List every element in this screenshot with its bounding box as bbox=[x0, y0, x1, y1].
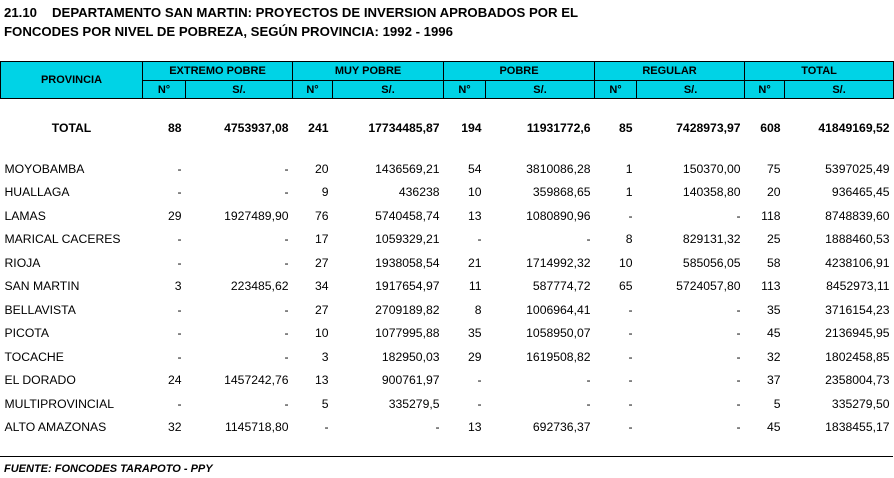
table-cell: 24 bbox=[167, 373, 182, 388]
table-cell: 4238106,91 bbox=[825, 255, 890, 270]
subheader-n: N° bbox=[293, 81, 333, 99]
province-name: HUALLAGA bbox=[4, 185, 70, 200]
table-cell: 8452973,11 bbox=[826, 279, 890, 294]
table-cell: 1145718,80 bbox=[225, 420, 289, 435]
subheader-s: S/. bbox=[637, 81, 745, 99]
table-cell: - bbox=[284, 255, 289, 270]
table-cell: - bbox=[177, 349, 182, 364]
table-cell: - bbox=[477, 396, 482, 411]
total-cell: 85 bbox=[618, 121, 633, 135]
table-cell: 29 bbox=[467, 349, 482, 364]
header-pobre: POBRE bbox=[444, 62, 595, 81]
table-cell: - bbox=[736, 326, 741, 341]
province-name: PICOTA bbox=[4, 326, 49, 341]
table-cell: 75 bbox=[766, 161, 781, 176]
table-cell: 13 bbox=[467, 420, 482, 435]
table-cell: 1917654,97 bbox=[375, 279, 440, 294]
table-cell: 1077995,88 bbox=[375, 326, 440, 341]
table-cell: 65 bbox=[618, 279, 633, 294]
table-cell: 54 bbox=[467, 161, 482, 176]
table-cell: 359868,65 bbox=[532, 185, 591, 200]
table-cell: 76 bbox=[314, 208, 329, 223]
header-total: TOTAL bbox=[745, 62, 894, 81]
province-name: EL DORADO bbox=[4, 373, 76, 388]
poverty-projects-table bbox=[0, 61, 894, 439]
subheader-s: S/. bbox=[186, 81, 293, 99]
table-cell: 8 bbox=[625, 232, 633, 247]
table-cell: 1714992,32 bbox=[526, 255, 591, 270]
total-cell: 194 bbox=[461, 121, 482, 135]
province-name: MOYOBAMBA bbox=[4, 161, 85, 176]
table-cell: 335279,5 bbox=[388, 396, 440, 411]
total-cell: 88 bbox=[167, 121, 182, 135]
table-cell: 13 bbox=[467, 208, 482, 223]
table-cell: 182950,03 bbox=[381, 349, 440, 364]
table-cell: 1802458,85 bbox=[825, 349, 890, 364]
table-cell: 1 bbox=[625, 161, 633, 176]
table-row bbox=[1, 251, 894, 275]
table-cell: 1006964,41 bbox=[526, 302, 591, 317]
table-cell: - bbox=[736, 302, 741, 317]
table-cell: 118 bbox=[761, 208, 781, 223]
table-header bbox=[1, 62, 894, 99]
subheader-n: N° bbox=[143, 81, 186, 99]
table-cell: 3810086,28 bbox=[526, 161, 591, 176]
table-cell: 1 bbox=[625, 185, 633, 200]
table-cell: - bbox=[284, 232, 289, 247]
table-cell: 20 bbox=[766, 185, 781, 200]
table-cell: - bbox=[284, 161, 289, 176]
table-row bbox=[1, 228, 894, 252]
subheader-n: N° bbox=[595, 81, 637, 99]
total-cell: 17734485,87 bbox=[368, 121, 440, 135]
table-cell: 20 bbox=[314, 161, 329, 176]
table-cell: 13 bbox=[314, 373, 329, 388]
table-cell: 1927489,90 bbox=[224, 208, 289, 223]
title-line-1 bbox=[4, 3, 578, 22]
table-cell: 34 bbox=[314, 279, 329, 294]
table-cell: 1436569,21 bbox=[375, 161, 440, 176]
table-cell: 436238 bbox=[398, 185, 440, 200]
header-muy-pobre: MUY POBRE bbox=[293, 62, 444, 81]
table-cell: 585056,05 bbox=[682, 255, 741, 270]
table-cell: 32 bbox=[766, 349, 781, 364]
table-cell: 1059329,21 bbox=[375, 232, 440, 247]
table-cell: - bbox=[736, 420, 741, 435]
table-cell: - bbox=[177, 232, 182, 247]
table-cell: 587774,72 bbox=[532, 279, 591, 294]
table-cell: 1058950,07 bbox=[526, 326, 591, 341]
table-cell: 1938058,54 bbox=[375, 255, 440, 270]
province-name: RIOJA bbox=[4, 255, 41, 270]
table-cell: - bbox=[736, 396, 741, 411]
subheader-s: S/. bbox=[486, 81, 595, 99]
table-cell: 5 bbox=[773, 396, 781, 411]
table-cell: - bbox=[177, 161, 182, 176]
table-cell: - bbox=[177, 302, 182, 317]
table-cell: 29 bbox=[167, 208, 182, 223]
header-regular: REGULAR bbox=[595, 62, 745, 81]
total-row bbox=[1, 109, 894, 147]
table-cell: - bbox=[477, 373, 482, 388]
subheader-s: S/. bbox=[333, 81, 444, 99]
table-cell: 3716154,23 bbox=[825, 302, 890, 317]
table-cell: - bbox=[284, 185, 289, 200]
table-cell: - bbox=[736, 208, 741, 223]
total-cell: 4753937,08 bbox=[224, 121, 289, 135]
province-name: BELLAVISTA bbox=[4, 302, 76, 317]
table-cell: 21 bbox=[467, 255, 482, 270]
table-row bbox=[1, 181, 894, 205]
table-cell: - bbox=[586, 373, 591, 388]
table-cell: 35 bbox=[467, 326, 482, 341]
table-cell: 140358,80 bbox=[682, 185, 741, 200]
table-cell: - bbox=[177, 185, 182, 200]
table-cell: 35 bbox=[766, 302, 781, 317]
table-cell: 5 bbox=[321, 396, 329, 411]
table-cell: 2709189,82 bbox=[375, 302, 440, 317]
table-cell: 1457242,76 bbox=[224, 373, 289, 388]
table-cell: - bbox=[586, 232, 591, 247]
table-cell: 2136945,95 bbox=[825, 326, 890, 341]
table-cell: 1619508,82 bbox=[526, 349, 591, 364]
table-cell: 150370,00 bbox=[682, 161, 741, 176]
table-cell: 5397025,49 bbox=[825, 161, 890, 176]
subheader-s: S/. bbox=[785, 81, 894, 99]
table-row bbox=[1, 275, 894, 299]
table-cell: 45 bbox=[766, 326, 781, 341]
table-cell: - bbox=[628, 396, 633, 411]
total-label: TOTAL bbox=[51, 121, 92, 135]
subheader-n: N° bbox=[745, 81, 785, 99]
footer-divider bbox=[0, 456, 893, 457]
table-cell: - bbox=[177, 255, 182, 270]
table-cell: - bbox=[586, 396, 591, 411]
total-cell: 241 bbox=[308, 121, 329, 135]
table-cell: 936465,45 bbox=[831, 185, 890, 200]
table-row bbox=[1, 322, 894, 346]
table-cell: 1838455,17 bbox=[825, 420, 890, 435]
source-note: FUENTE: FONCODES TARAPOTO - PPY bbox=[4, 463, 213, 475]
table-cell: - bbox=[628, 302, 633, 317]
table-cell: - bbox=[177, 396, 182, 411]
province-name: MULTIPROVINCIAL bbox=[4, 396, 114, 411]
table-cell: - bbox=[628, 373, 633, 388]
header-provincia: PROVINCIA bbox=[1, 62, 143, 99]
province-name: ALTO AMAZONAS bbox=[4, 420, 107, 435]
table-cell: 8748839,60 bbox=[825, 208, 890, 223]
table-cell: 3 bbox=[321, 349, 329, 364]
table-cell: 1888460,53 bbox=[825, 232, 890, 247]
table-row bbox=[1, 204, 894, 228]
table-cell: 27 bbox=[314, 302, 329, 317]
province-name: LAMAS bbox=[4, 208, 46, 223]
table-cell: 25 bbox=[766, 232, 781, 247]
table-cell: 17 bbox=[314, 232, 329, 247]
table-row bbox=[1, 157, 894, 181]
table-cell: - bbox=[628, 420, 633, 435]
table-cell: 27 bbox=[314, 255, 329, 270]
table-row bbox=[1, 416, 894, 440]
table-cell: 3 bbox=[174, 279, 182, 294]
table-cell: 8 bbox=[474, 302, 482, 317]
title-line-2: FONCODES POR NIVEL DE POBREZA, SEGÚN PROVINCIA: 1992 - 1996 bbox=[4, 24, 453, 39]
table-cell: 9 bbox=[321, 185, 329, 200]
table-cell: - bbox=[284, 302, 289, 317]
table-cell: 32 bbox=[167, 420, 182, 435]
table-row bbox=[1, 392, 894, 416]
table-row bbox=[1, 345, 894, 369]
table-cell: - bbox=[284, 326, 289, 341]
header-extremo-pobre: EXTREMO POBRE bbox=[143, 62, 293, 81]
table-cell: 37 bbox=[766, 373, 781, 388]
table-cell: - bbox=[736, 373, 741, 388]
province-name: SAN MARTIN bbox=[4, 279, 80, 294]
title-text-1: DEPARTAMENTO SAN MARTIN: PROYECTOS DE INVERSION APROBADOS POR EL bbox=[52, 5, 579, 20]
table-cell: 223485,62 bbox=[230, 279, 289, 294]
table-cell: - bbox=[177, 326, 182, 341]
total-cell: 608 bbox=[760, 121, 781, 135]
table-cell: - bbox=[736, 349, 741, 364]
table-cell: 10 bbox=[467, 185, 482, 200]
table-cell: 113 bbox=[761, 279, 781, 294]
province-name: MARICAL CACERES bbox=[4, 232, 121, 247]
table-cell: 58 bbox=[766, 255, 781, 270]
table-cell: 10 bbox=[314, 326, 329, 341]
table-number: 21.10 bbox=[4, 5, 38, 20]
table-cell: - bbox=[435, 420, 440, 435]
table-cell: 900761,97 bbox=[381, 373, 440, 388]
table-title bbox=[4, 3, 578, 41]
table-cell: 5724057,80 bbox=[676, 279, 741, 294]
table-cell: - bbox=[628, 208, 633, 223]
total-cell: 41849169,52 bbox=[818, 121, 890, 135]
province-name: TOCACHE bbox=[4, 349, 64, 364]
table-cell: - bbox=[477, 232, 482, 247]
table-cell: - bbox=[284, 349, 289, 364]
table-cell: - bbox=[628, 349, 633, 364]
table-row bbox=[1, 298, 894, 322]
subheader-n: N° bbox=[444, 81, 486, 99]
table-cell: 1080890,96 bbox=[526, 208, 591, 223]
table-cell: 2358004,73 bbox=[825, 373, 890, 388]
table-cell: - bbox=[284, 396, 289, 411]
table-cell: - bbox=[324, 420, 329, 435]
table-cell: - bbox=[628, 326, 633, 341]
table-cell: 45 bbox=[766, 420, 781, 435]
table-cell: 692736,37 bbox=[532, 420, 591, 435]
table-row bbox=[1, 369, 894, 393]
table-cell: 829131,32 bbox=[682, 232, 741, 247]
total-cell: 7428973,97 bbox=[676, 121, 741, 135]
table-cell: 5740458,74 bbox=[375, 208, 440, 223]
table-cell: 10 bbox=[618, 255, 633, 270]
total-cell: 11931772,6 bbox=[526, 121, 591, 135]
table-cell: 11 bbox=[468, 279, 482, 294]
table-body bbox=[1, 99, 894, 440]
table-cell: 335279,50 bbox=[831, 396, 890, 411]
